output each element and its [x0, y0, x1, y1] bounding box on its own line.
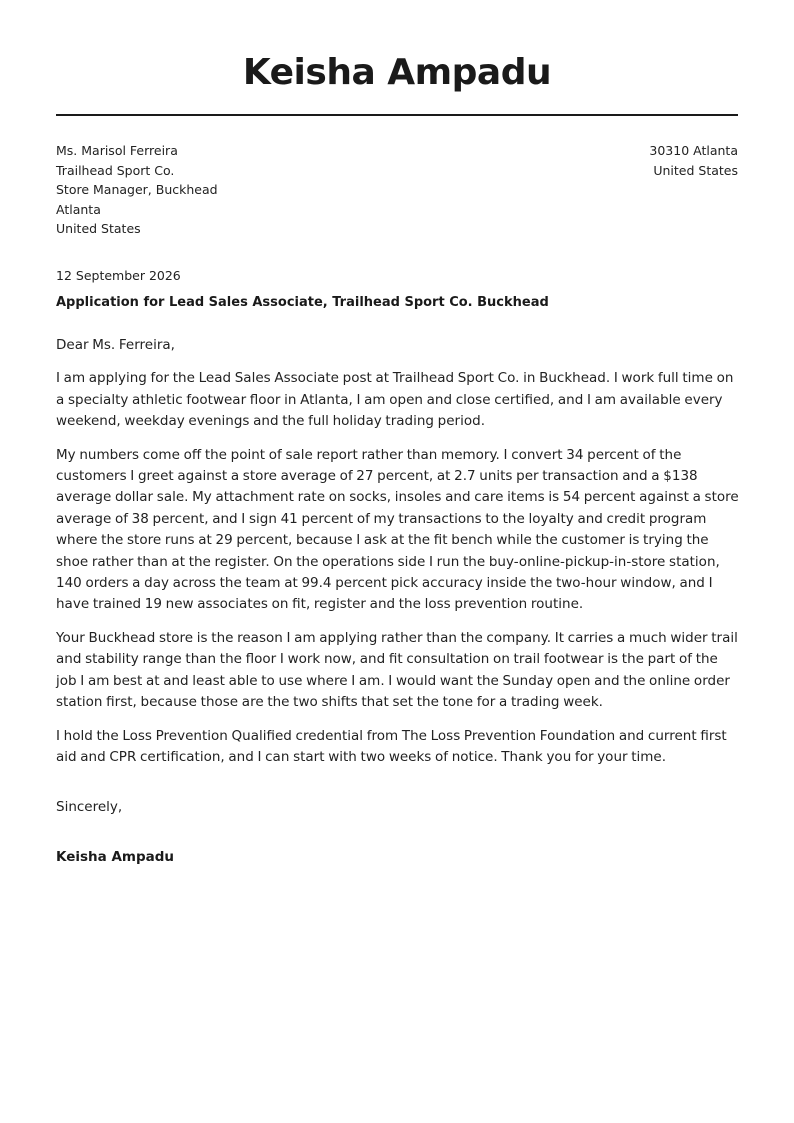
recipient-address-block — [56, 141, 218, 239]
letter-date: 12 September 2026 — [56, 268, 181, 283]
greeting: Dear Ms. Ferreira, — [56, 337, 175, 353]
signature: Keisha Ampadu — [56, 849, 175, 865]
sender-country: United States — [653, 162, 738, 178]
recipient-title: Store Manager, Buckhead — [56, 182, 218, 198]
recipient-city: Atlanta — [56, 201, 101, 217]
header-divider — [56, 114, 738, 116]
letter-body — [56, 335, 740, 780]
closing: Sincerely, — [56, 799, 123, 815]
paragraph-motivation: Your Buckhead store is the reason I am applying rather than the company. It carries a much wider trail and stability range than the floor I work now, and fit consultation on trail footwear is the part of the job I am best at and least able to use where I am. I would want the Sunday open and the online order station first, because those are the two shifts that set the tone for a trading week. — [56, 629, 738, 711]
sender-address-block — [649, 141, 738, 180]
paragraph-metrics: My numbers come off the point of sale report rather than memory. I convert 34 percent of the customers I greet against a store average of 27 percent, at 2.7 units per transaction and a $138 average dollar sale. My attachment rate on socks, insoles and care items is 54 percent against a store average of 38 percent, and I sign 41 percent of my transactions to the loyalty and credit program where the store runs at 29 percent, because I ask at the fit bench while the customer is trying the shoe rather than at the register. On the operations side I run the buy-online-pickup-in-store station, 140 orders a day across the team at 99.4 percent pick accuracy inside the two-hour window, and I have trained 19 new associates on fit, register and the loss prevention routine. — [56, 446, 739, 613]
sender-city: 30310 Atlanta — [649, 143, 738, 158]
paragraph-intro: I am applying for the Lead Sales Associate post at Trailhead Sport Co. in Buckhead. I work full time on a specialty athletic footwear floor in Atlanta, I am open and close certified, and I am available every weekend, weekday evenings and the full holiday trading period. — [56, 370, 734, 430]
sender-name-heading: Keisha Ampadu — [242, 52, 552, 93]
letter-subject: Application for Lead Sales Associate, Trailhead Sport Co. Buckhead — [56, 295, 549, 310]
recipient-company: Trailhead Sport Co. — [56, 162, 175, 178]
recipient-name: Ms. Marisol Ferreira — [56, 143, 178, 158]
paragraph-credentials: I hold the Loss Prevention Qualified credential from The Loss Prevention Foundation and current first aid and CPR certification, and I can start with two weeks of notice. Thank you for your time. — [56, 727, 727, 765]
recipient-country: United States — [56, 221, 141, 237]
